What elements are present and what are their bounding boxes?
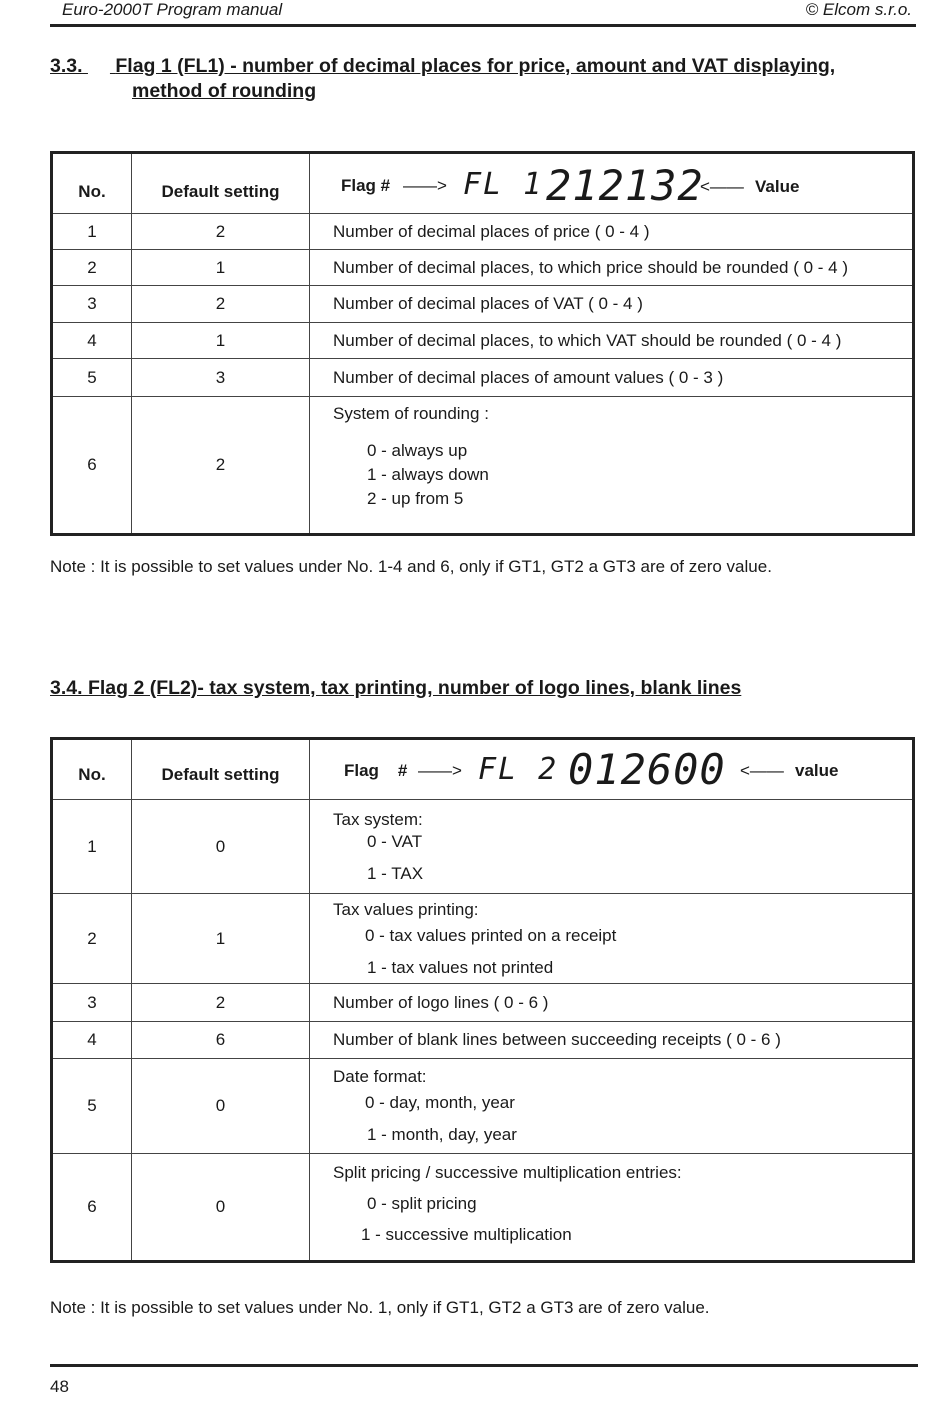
flag2-table-header: [52, 739, 914, 800]
row-description: Number of decimal places, to which price should be rounded ( 0 - 4 ): [310, 250, 914, 286]
flag-value-display: 212132: [546, 160, 704, 210]
option-item: 0 - day, month, year: [365, 1093, 515, 1112]
flag-value-display: 012600: [568, 744, 726, 794]
flag-label: Flag #: [341, 175, 391, 195]
flag2-table: [50, 737, 915, 1263]
option-item: 1 - always down: [367, 465, 489, 484]
table-row: [52, 359, 914, 397]
section-3-4-title: 3.4. Flag 2 (FL2)- tax system, tax printing, number of logo lines, blank lines: [50, 677, 742, 699]
option-item: 1 - month, day, year: [367, 1125, 517, 1144]
table-row: [52, 250, 914, 286]
section-3-3-note: Note : It is possible to set values under No. 1-4 and 6, only if GT1, GT2 a GT3 are of zero value.: [50, 557, 772, 576]
col-default-header: Default setting: [132, 739, 310, 800]
footer-divider: [50, 1364, 918, 1367]
row-no: 1: [52, 214, 132, 250]
row-default: 2: [132, 286, 310, 323]
row-description-multi: [310, 397, 914, 535]
row-description: Number of decimal places, to which VAT should be rounded ( 0 - 4 ): [310, 323, 914, 359]
row-description: Number of blank lines between succeeding receipts ( 0 - 6 ): [310, 1022, 914, 1059]
row-description: System of rounding :: [333, 404, 489, 423]
row-default: 2: [132, 984, 310, 1022]
option-item: 0 - always up: [367, 441, 468, 460]
section-3-4-note: Note : It is possible to set values under No. 1, only if GT1, GT2 a GT3 are of zero value.: [50, 1298, 710, 1317]
section-3-3-title-line1: Flag 1 (FL1) - number of decimal places for price, amount and VAT displaying,: [115, 55, 836, 77]
option-item: 2 - up from 5: [367, 489, 464, 508]
row-no: 6: [52, 397, 132, 535]
row-default: 3: [132, 359, 310, 397]
section-3-3-title-line2: method of rounding: [132, 80, 317, 102]
flag1-table-header: [52, 153, 914, 214]
option-item: 0 - tax values printed on a receipt: [365, 925, 617, 945]
row-no: 3: [52, 286, 132, 323]
section-3-3-number: 3.3.: [50, 55, 83, 77]
row-default: 1: [132, 894, 310, 984]
header-divider: [50, 24, 916, 27]
row-description: Split pricing / successive multiplication entries:: [333, 1163, 682, 1182]
option-item: 0 - VAT: [367, 831, 423, 851]
table-row: [52, 894, 914, 984]
row-description: Number of logo lines ( 0 - 6 ): [310, 984, 914, 1022]
row-no: 2: [52, 250, 132, 286]
flag-arrow: ——>: [403, 175, 447, 195]
value-label: value: [795, 760, 839, 780]
flag-label: Flag #: [344, 760, 408, 780]
row-no: 5: [52, 359, 132, 397]
page-number: 48: [50, 1377, 69, 1396]
value-arrow: <——: [740, 760, 784, 780]
table-row: [52, 1154, 914, 1262]
row-description-multi: [310, 894, 914, 984]
table-row: [52, 286, 914, 323]
col-default-header: Default setting: [132, 153, 310, 214]
row-description-multi: [310, 1154, 914, 1262]
header-copyright: © Elcom s.r.o.: [805, 0, 912, 19]
option-item: 1 - tax values not printed: [367, 957, 554, 977]
flag1-table: [50, 151, 915, 536]
value-arrow: <——: [700, 176, 744, 196]
row-no: 6: [52, 1154, 132, 1262]
row-description: Tax system:: [333, 809, 423, 829]
col-no-header: No.: [52, 739, 132, 800]
row-default: 2: [132, 397, 310, 535]
table-row: [52, 397, 914, 535]
flag-code-display: FL 2: [478, 751, 559, 787]
row-default: 6: [132, 1022, 310, 1059]
value-label: Value: [755, 176, 800, 196]
col-no-header: No.: [52, 153, 132, 214]
row-no: 5: [52, 1059, 132, 1154]
row-description: Number of decimal places of amount values ( 0 - 3 ): [310, 359, 914, 397]
row-default: 0: [132, 800, 310, 894]
row-no: 3: [52, 984, 132, 1022]
table-row: [52, 1022, 914, 1059]
row-default: 2: [132, 214, 310, 250]
row-no: 1: [52, 800, 132, 894]
header-manual-title: Euro-2000T Program manual: [62, 0, 283, 19]
option-item: 0 - split pricing: [367, 1194, 477, 1213]
row-default: 1: [132, 323, 310, 359]
row-no: 2: [52, 894, 132, 984]
row-no: 4: [52, 323, 132, 359]
row-description-multi: [310, 1059, 914, 1154]
section-3-3-title: [50, 54, 835, 104]
flag2-display-header: [310, 739, 914, 800]
option-item: 1 - successive multiplication: [361, 1225, 572, 1244]
table-row: [52, 323, 914, 359]
row-description: Date format:: [333, 1067, 427, 1086]
flag-arrow: ——>: [418, 760, 462, 780]
flag-code-display: FL 1: [463, 166, 544, 202]
table-row: [52, 1059, 914, 1154]
table-row: [52, 984, 914, 1022]
table-row: [52, 800, 914, 894]
row-description: Number of decimal places of price ( 0 - 4 ): [310, 214, 914, 250]
row-default: 1: [132, 250, 310, 286]
table-row: [52, 214, 914, 250]
flag1-display-header: [310, 153, 914, 214]
row-description: Tax values printing:: [333, 899, 479, 919]
row-default: 0: [132, 1154, 310, 1262]
option-item: 1 - TAX: [367, 863, 424, 883]
row-description: Number of decimal places of VAT ( 0 - 4 ): [310, 286, 914, 323]
row-default: 0: [132, 1059, 310, 1154]
row-no: 4: [52, 1022, 132, 1059]
row-description-multi: [310, 800, 914, 894]
